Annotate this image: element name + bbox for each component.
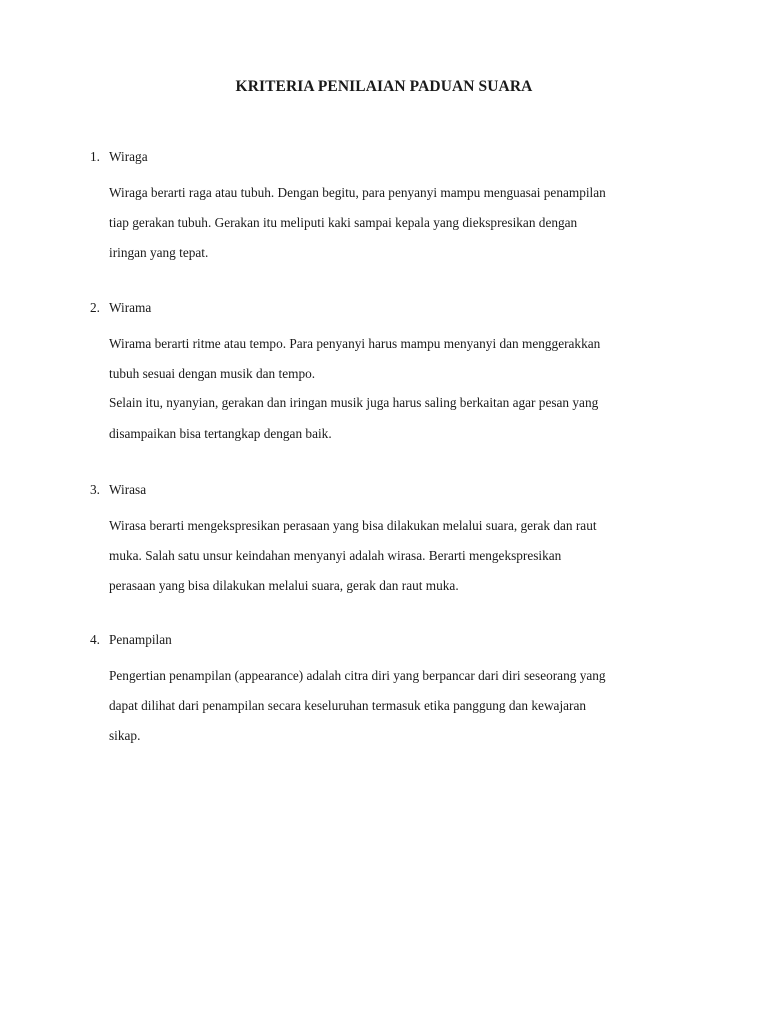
section-header (90, 148, 690, 178)
paragraph (109, 388, 690, 448)
section-header (90, 481, 690, 511)
section-heading: Wiraga (109, 149, 148, 164)
paragraph (109, 329, 690, 389)
section-number: 3. (90, 482, 100, 497)
paragraph (109, 178, 690, 269)
text-line: iringan yang tepat. (109, 245, 209, 261)
section-body (109, 511, 690, 602)
section-heading: Penampilan (109, 632, 172, 647)
text-line: dapat dilihat dari penampilan secara keseluruhan termasuk etika panggung dan kewajaran (109, 698, 587, 714)
section-heading: Wirama (109, 300, 152, 315)
section-wirasa (90, 481, 690, 602)
section-penampilan (90, 631, 690, 752)
text-line: tiap gerakan tubuh. Gerakan itu meliputi kaki sampai kepala yang diekspresikan dengan (109, 215, 578, 231)
section-body (109, 329, 690, 449)
section-number: 2. (90, 300, 100, 315)
section-header (90, 631, 690, 661)
section-heading: Wirasa (109, 482, 147, 497)
text-line: perasaan yang bisa dilakukan melalui suara, gerak dan raut muka. (109, 578, 459, 594)
section-wirama (90, 299, 690, 449)
section-number: 4. (90, 632, 100, 647)
document-title: KRITERIA PENILAIAN PADUAN SUARA (235, 78, 533, 95)
text-line: Wiraga berarti raga atau tubuh. Dengan begitu, para penyanyi mampu menguasai penampilan (109, 185, 606, 200)
section-header (90, 299, 690, 329)
paragraph (109, 511, 690, 602)
text-line: tubuh sesuai dengan musik dan tempo. (109, 366, 316, 382)
text-line: Wirama berarti ritme atau tempo. Para penyanyi harus mampu menyanyi dan menggerakkan (109, 336, 601, 351)
text-line: Selain itu, nyanyian, gerakan dan iringan musik juga harus saling berkaitan agar pesan yang (109, 395, 599, 411)
paragraph (109, 661, 690, 752)
text-line: Wirasa berarti mengekspresikan perasaan yang bisa dilakukan melalui suara, gerak dan raut (109, 518, 597, 533)
section-wiraga (90, 148, 690, 269)
text-line: muka. Salah satu unsur keindahan menyanyi adalah wirasa. Berarti mengekspresikan (109, 548, 562, 564)
section-body (109, 661, 690, 752)
text-line: disampaikan bisa tertangkap dengan baik. (109, 425, 332, 441)
section-body (109, 178, 690, 269)
text-line: sikap. (109, 728, 141, 744)
section-number: 1. (90, 149, 100, 164)
text-line: Pengertian penampilan (appearance) adalah citra diri yang berpancar dari diri seseorang yang (109, 668, 606, 683)
